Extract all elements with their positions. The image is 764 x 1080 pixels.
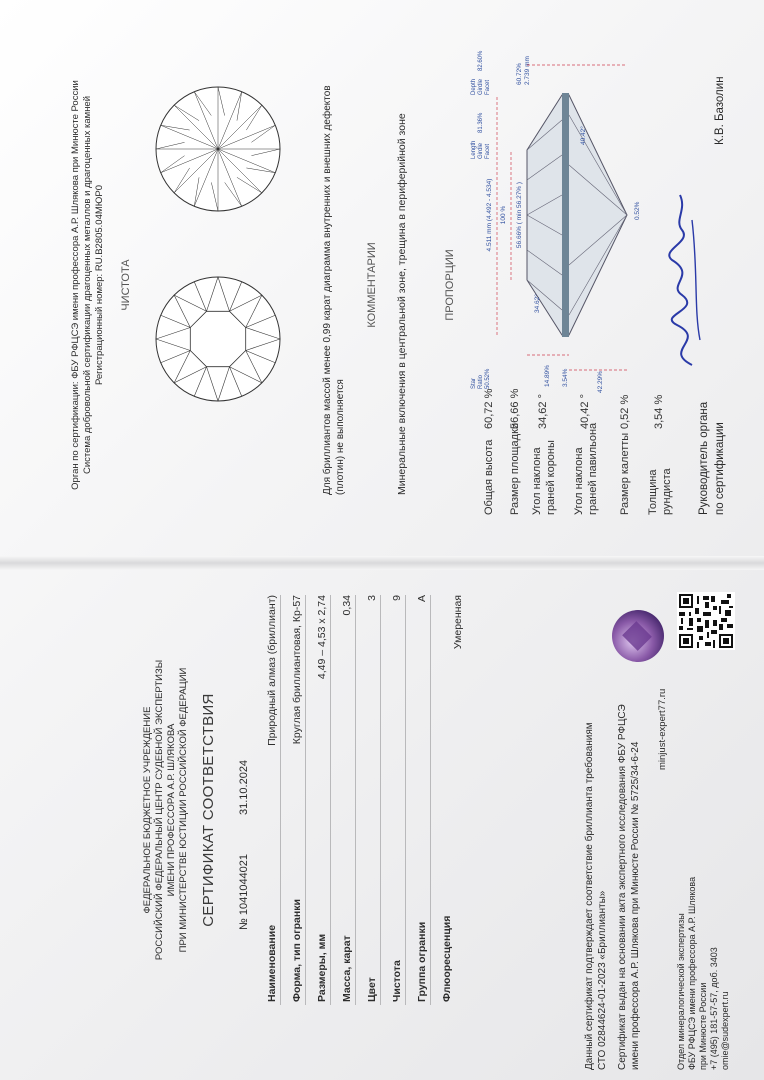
comments-title: КОММЕНТАРИИ bbox=[366, 242, 378, 328]
row-label-cut: Форма, тип огранки bbox=[291, 899, 303, 1002]
footer-line-2: ФБУ РФЦСЭ имени профессора А.Р. Шлякова bbox=[687, 876, 697, 1070]
diagram-lgf-value: 81.36% bbox=[478, 112, 484, 133]
clarity-title: ЧИСТОТА bbox=[120, 259, 132, 311]
footer-line-1: Отдел минералогической экспертизы bbox=[676, 913, 686, 1070]
diagram-crown-height-label: 14.89% bbox=[544, 364, 551, 387]
basis-line-2: имени профессора А.Р. Шлякова при Минюсте России № 5725/34-6-24 bbox=[630, 741, 641, 1070]
certificate-date: 31.10.2024 bbox=[238, 759, 250, 815]
diagram-width-label: 4.511 mm (4.492 - 4.534) bbox=[486, 178, 493, 252]
diagram-pavilion-angle-label: 40.42° bbox=[580, 126, 587, 145]
authority-line-3: Регистрационный номер: RU.B2805.04МЮР0 bbox=[94, 185, 105, 386]
prop-label-girdle-2: рундиста bbox=[661, 468, 673, 515]
website[interactable]: minjust-expert77.ru bbox=[657, 688, 668, 770]
comments-text: Минеральные включения в центральной зоне, трещина в периферийной зоне bbox=[396, 113, 408, 495]
certificate-number: № 1041044021 bbox=[238, 853, 250, 930]
diagram-dgf-3: Facet bbox=[485, 79, 491, 95]
basis-line-1: Сертификат выдан на основании акта экспертного исследования ФБУ РФЦСЭ bbox=[617, 704, 628, 1070]
proportion-profile-diagram bbox=[467, 35, 642, 395]
row-label-color: Цвет bbox=[366, 977, 378, 1002]
org-line-2: РОССИЙСКИЙ ФЕДЕРАЛЬНЫЙ ЦЕНТР СУДЕБНОЙ ЭКСПЕРТИЗЫ bbox=[154, 659, 165, 961]
prop-value-pavilion-angle: 40,42 ° bbox=[579, 394, 591, 429]
diagram-dgf-value: 82.60% bbox=[478, 50, 484, 71]
row-value-cut-grade: А bbox=[416, 595, 428, 603]
row-label-clarity: Чистота bbox=[391, 960, 403, 1002]
row-label-size: Размеры, мм bbox=[316, 933, 328, 1002]
row-label-fluorescence: Флюоресценция bbox=[441, 915, 453, 1002]
profile-outline bbox=[527, 95, 627, 335]
row-value-fluorescence: Умеренная bbox=[452, 595, 464, 650]
diagram-ratio-label: Ratio bbox=[478, 374, 484, 389]
footer-line-4: +7 (495) 181-57-57, доб. 3403 bbox=[709, 947, 719, 1070]
prop-label-table: Размер площадки bbox=[509, 422, 521, 515]
statement-line-1: Данный сертификат подтверждает соответствие бриллианта требованиям bbox=[584, 722, 595, 1070]
prop-value-culet: 0,52 % bbox=[619, 394, 631, 429]
prop-value-table: 56,66 % bbox=[509, 388, 521, 429]
diagram-culet-label: 0.52% bbox=[634, 201, 641, 220]
clarity-note-line-1: Для бриллиантов массой менее 0,99 карат диаграмма внутренних и внешних дефектов bbox=[322, 85, 333, 495]
pavilion-facet-diagram bbox=[152, 83, 284, 215]
diagram-star-label: Star bbox=[471, 377, 477, 389]
org-line-4: ПРИ МИНИСТЕРСТВЕ ЮСТИЦИИ РОССИЙСКОЙ ФЕДЕРАЦИИ bbox=[178, 667, 189, 953]
prop-label-culet: Размер калетты bbox=[619, 432, 631, 515]
prop-label-pavilion-angle-2: граней павильона bbox=[587, 422, 599, 515]
certificate-left-half bbox=[12, 550, 752, 1070]
org-line-1: ФЕДЕРАЛЬНОЕ БЮДЖЕТНОЕ УЧРЕЖДЕНИЕ bbox=[142, 706, 153, 914]
footer-line-5: omie@sudexpert.ru bbox=[720, 991, 730, 1070]
prop-value-total-depth: 60,72 % bbox=[483, 388, 495, 429]
authority-line-1: Орган по сертификации: ФБУ РФЦСЭ имени профессора А.Р. Шлякова при Минюсте России bbox=[70, 80, 81, 490]
crown-facet-diagram bbox=[152, 273, 284, 405]
prop-label-crown-angle-2: граней короны bbox=[545, 440, 557, 515]
clarity-note-line-2: (плотин) не выполняется bbox=[335, 379, 346, 495]
diagram-pavilion-depth-label: 42.29% bbox=[597, 370, 604, 393]
prop-value-crown-angle: 34,62 ° bbox=[537, 394, 549, 429]
prop-value-girdle: 3,54 % bbox=[653, 394, 665, 429]
prop-label-total-depth: Общая высота bbox=[483, 439, 495, 515]
diagram-lgf-3: Facet bbox=[485, 143, 491, 159]
row-label-mass: Масса, карат bbox=[341, 935, 353, 1002]
hologram-seal-icon bbox=[612, 610, 664, 662]
row-value-name: Природный алмаз (бриллиант) bbox=[266, 595, 278, 746]
head-name: К.В. Базолин bbox=[714, 76, 726, 145]
row-value-clarity: 9 bbox=[391, 595, 403, 601]
certificate-right-half bbox=[12, 25, 752, 545]
girdle-band bbox=[562, 93, 569, 337]
row-value-mass: 0,34 bbox=[341, 595, 353, 616]
prop-label-crown-angle: Угол наклона bbox=[531, 447, 543, 515]
proportions-title: ПРОПОРЦИИ bbox=[444, 249, 456, 321]
head-title-line-1: Руководитель органа bbox=[698, 401, 710, 515]
diagram-star-value: 50.52% bbox=[485, 368, 491, 389]
authority-line-2: Система добровольной сертификации драгоценных металлов и драгоценных камней bbox=[82, 95, 93, 475]
row-value-cut: Круглая бриллиантовая, Кр-57 bbox=[291, 595, 303, 745]
diagram-lgf-2: Girdle bbox=[478, 142, 484, 159]
footer-line-3: при Минюсте России bbox=[698, 982, 708, 1070]
qr-code-icon[interactable] bbox=[677, 592, 735, 650]
diagram-crown-angle-label: 34.62° bbox=[534, 294, 541, 313]
diagram-lgf-1: Length bbox=[471, 140, 477, 159]
row-label-name: Наименование bbox=[266, 924, 278, 1002]
diagram-depth-mm-label: 2.739 mm bbox=[524, 56, 531, 85]
signature-icon bbox=[652, 190, 712, 370]
prop-label-pavilion-angle: Угол наклона bbox=[573, 447, 585, 515]
statement-line-2: СТО 02844624-01-2023 «Бриллианты» bbox=[597, 890, 608, 1070]
diagram-table-label: 56.66% ( min 56.27% ) bbox=[516, 181, 523, 249]
row-label-cut-grade: Группа огранки bbox=[416, 921, 428, 1002]
row-value-size: 4,49 – 4,53 х 2,74 bbox=[316, 595, 328, 680]
org-line-3: ИМЕНИ ПРОФЕССОРА А.Р. ШЛЯКОВА bbox=[166, 723, 177, 897]
certificate-title: СЕРТИФИКАТ СООТВЕТСТВИЯ bbox=[200, 693, 217, 927]
prop-label-girdle: Толщина bbox=[647, 469, 659, 515]
row-value-color: 3 bbox=[366, 595, 378, 601]
diagram-dgf-2: Girdle bbox=[478, 78, 484, 95]
diagram-girdle-label: 3.54% bbox=[562, 368, 569, 387]
diagram-depth-label: 60.72% bbox=[516, 62, 523, 85]
diagram-hundred-label: 100 % bbox=[500, 205, 507, 225]
head-title-line-2: по сертификации bbox=[714, 422, 726, 515]
diagram-dgf-1: Depth bbox=[471, 78, 477, 95]
